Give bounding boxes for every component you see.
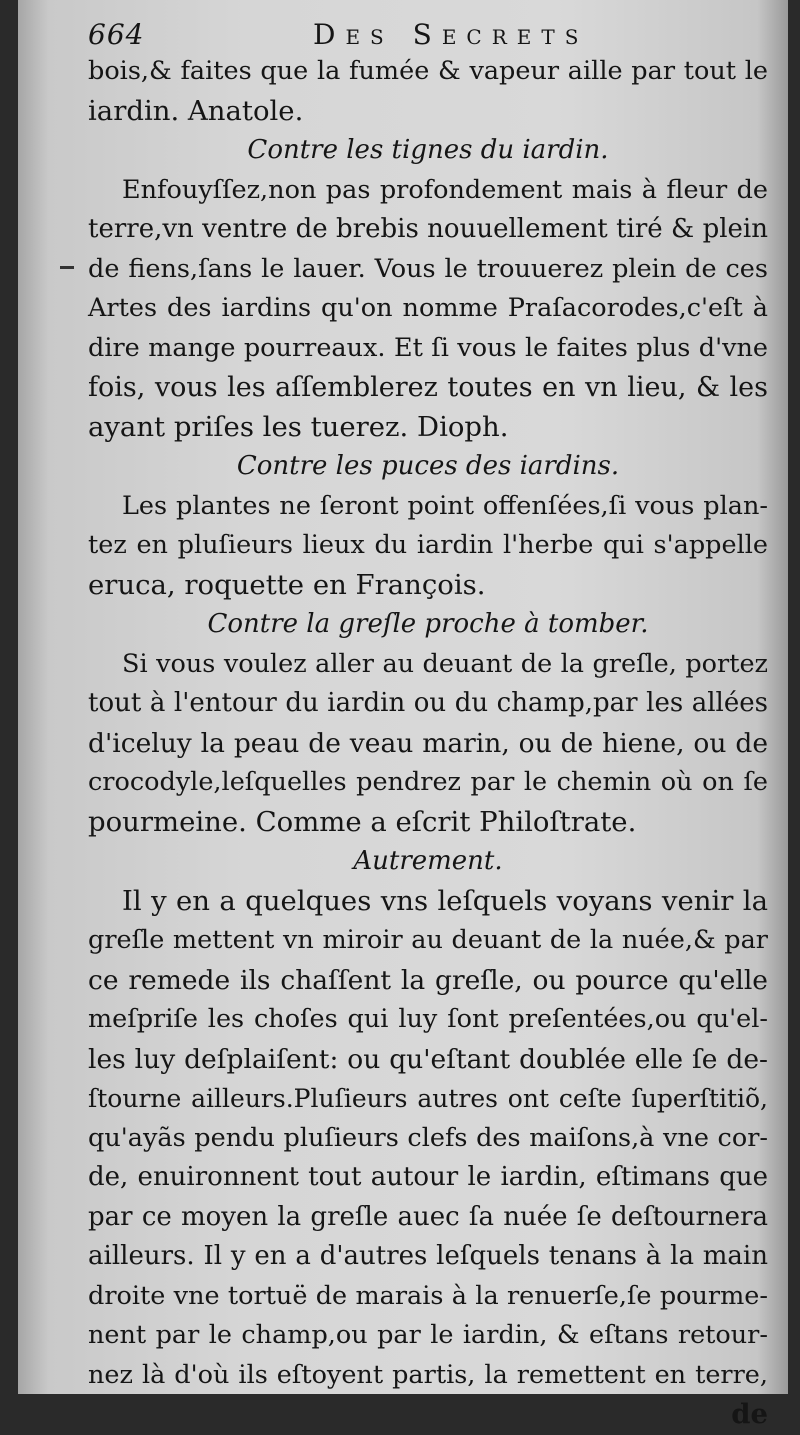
section-heading: Contre les puces des iardins.: [236, 451, 620, 481]
text-line: Artes des iardins qu'on nomme Praſacorodes,c'eſt à: [88, 293, 768, 323]
text-line: pourmeine. Comme a eſcrit Philoſtrate.: [88, 805, 637, 838]
text-line: par ce moyen la greſle auec ſa nuée ſe deſtournera: [88, 1201, 768, 1232]
text-line: droite vne tortuë de marais à la renuerſe,ſe pourme-: [88, 1280, 768, 1311]
text-line: Il y en a quelques vns leſquels voyans venir la: [122, 884, 768, 917]
text-line: tez en pluſieurs lieux du iardin l'herbe qui s'appelle: [88, 530, 768, 560]
text-line: nent par le champ,ou par le iardin, & eſtans retour-: [88, 1320, 768, 1350]
catchword: de: [731, 1398, 768, 1430]
text-line: d'iceluy la peau de veau marin, ou de hiene, ou de: [88, 727, 768, 759]
text-line: qu'ayãs pendu pluſieurs clefs des maiſons,à vne cor-: [88, 1122, 768, 1153]
text-line: nez là d'où ils eſtoyent partis, la remettent en terre,: [88, 1359, 768, 1390]
text-line: dire mange pourreaux. Et ſi vous le faites plus d'vne: [88, 332, 768, 363]
text-line: fois, vous les aſſemblerez toutes en vn lieu, & les: [88, 372, 768, 403]
text-line: Les plantes ne ſeront point offenſées,ſi vous plan-: [122, 490, 768, 521]
text-line: les luy deſplaiſent: ou qu'eſtant doublée elle ſe de-: [88, 1043, 768, 1075]
book-page: [18, 0, 788, 1430]
text-line: ailleurs. Il y en a d'autres leſquels tenans à la main: [88, 1241, 768, 1271]
text-line: Si vous voulez aller au deuant de la greſle, portez: [122, 648, 768, 679]
text-line: ayant priſes les tuerez. Dioph.: [88, 410, 509, 443]
text-line: terre,vn ventre de brebis nouuellement tiré & plein: [88, 214, 768, 244]
text-line: iardin. Anatole.: [88, 94, 304, 127]
page-number: 664: [88, 18, 145, 51]
running-title: Des Secrets: [313, 18, 589, 51]
text-line: ce remede ils chaſſent la greſle, ou pource qu'elle: [88, 964, 768, 996]
margin-mark: [60, 266, 74, 269]
text-line: eruca, roquette en François.: [88, 568, 486, 601]
text-line: de fiens,ſans le lauer. Vous le trouuerez plein de ces: [88, 253, 768, 284]
text-line: crocodyle,leſquelles pendrez par le chemin où on ſe: [88, 767, 768, 797]
section-heading: Contre la greſle proche à tomber.: [207, 609, 649, 639]
text-line: bois,& faites que la fumée & vapeur aille par tout le: [88, 56, 768, 86]
text-line: tout à l'entour du iardin ou du champ,par les allées: [88, 688, 768, 718]
text-line: ſtourne ailleurs.Pluſieurs autres ont ceſte ſuperſtitiõ,: [88, 1084, 768, 1113]
text-line: de, enuironnent tout autour le iardin, eſtimans que: [88, 1162, 768, 1192]
text-line: meſpriſe les choſes qui luy ſont preſentées,ou qu'el-: [88, 1004, 768, 1034]
body-text: [88, 52, 768, 1435]
text-line: greſle mettent vn miroir au deuant de la nuée,& par: [88, 925, 768, 955]
section-heading: Contre les tignes du iardin.: [247, 135, 609, 165]
text-line: Enfouyſſez,non pas profondement mais à fleur de: [122, 174, 768, 205]
section-heading: Autrement.: [353, 846, 503, 876]
